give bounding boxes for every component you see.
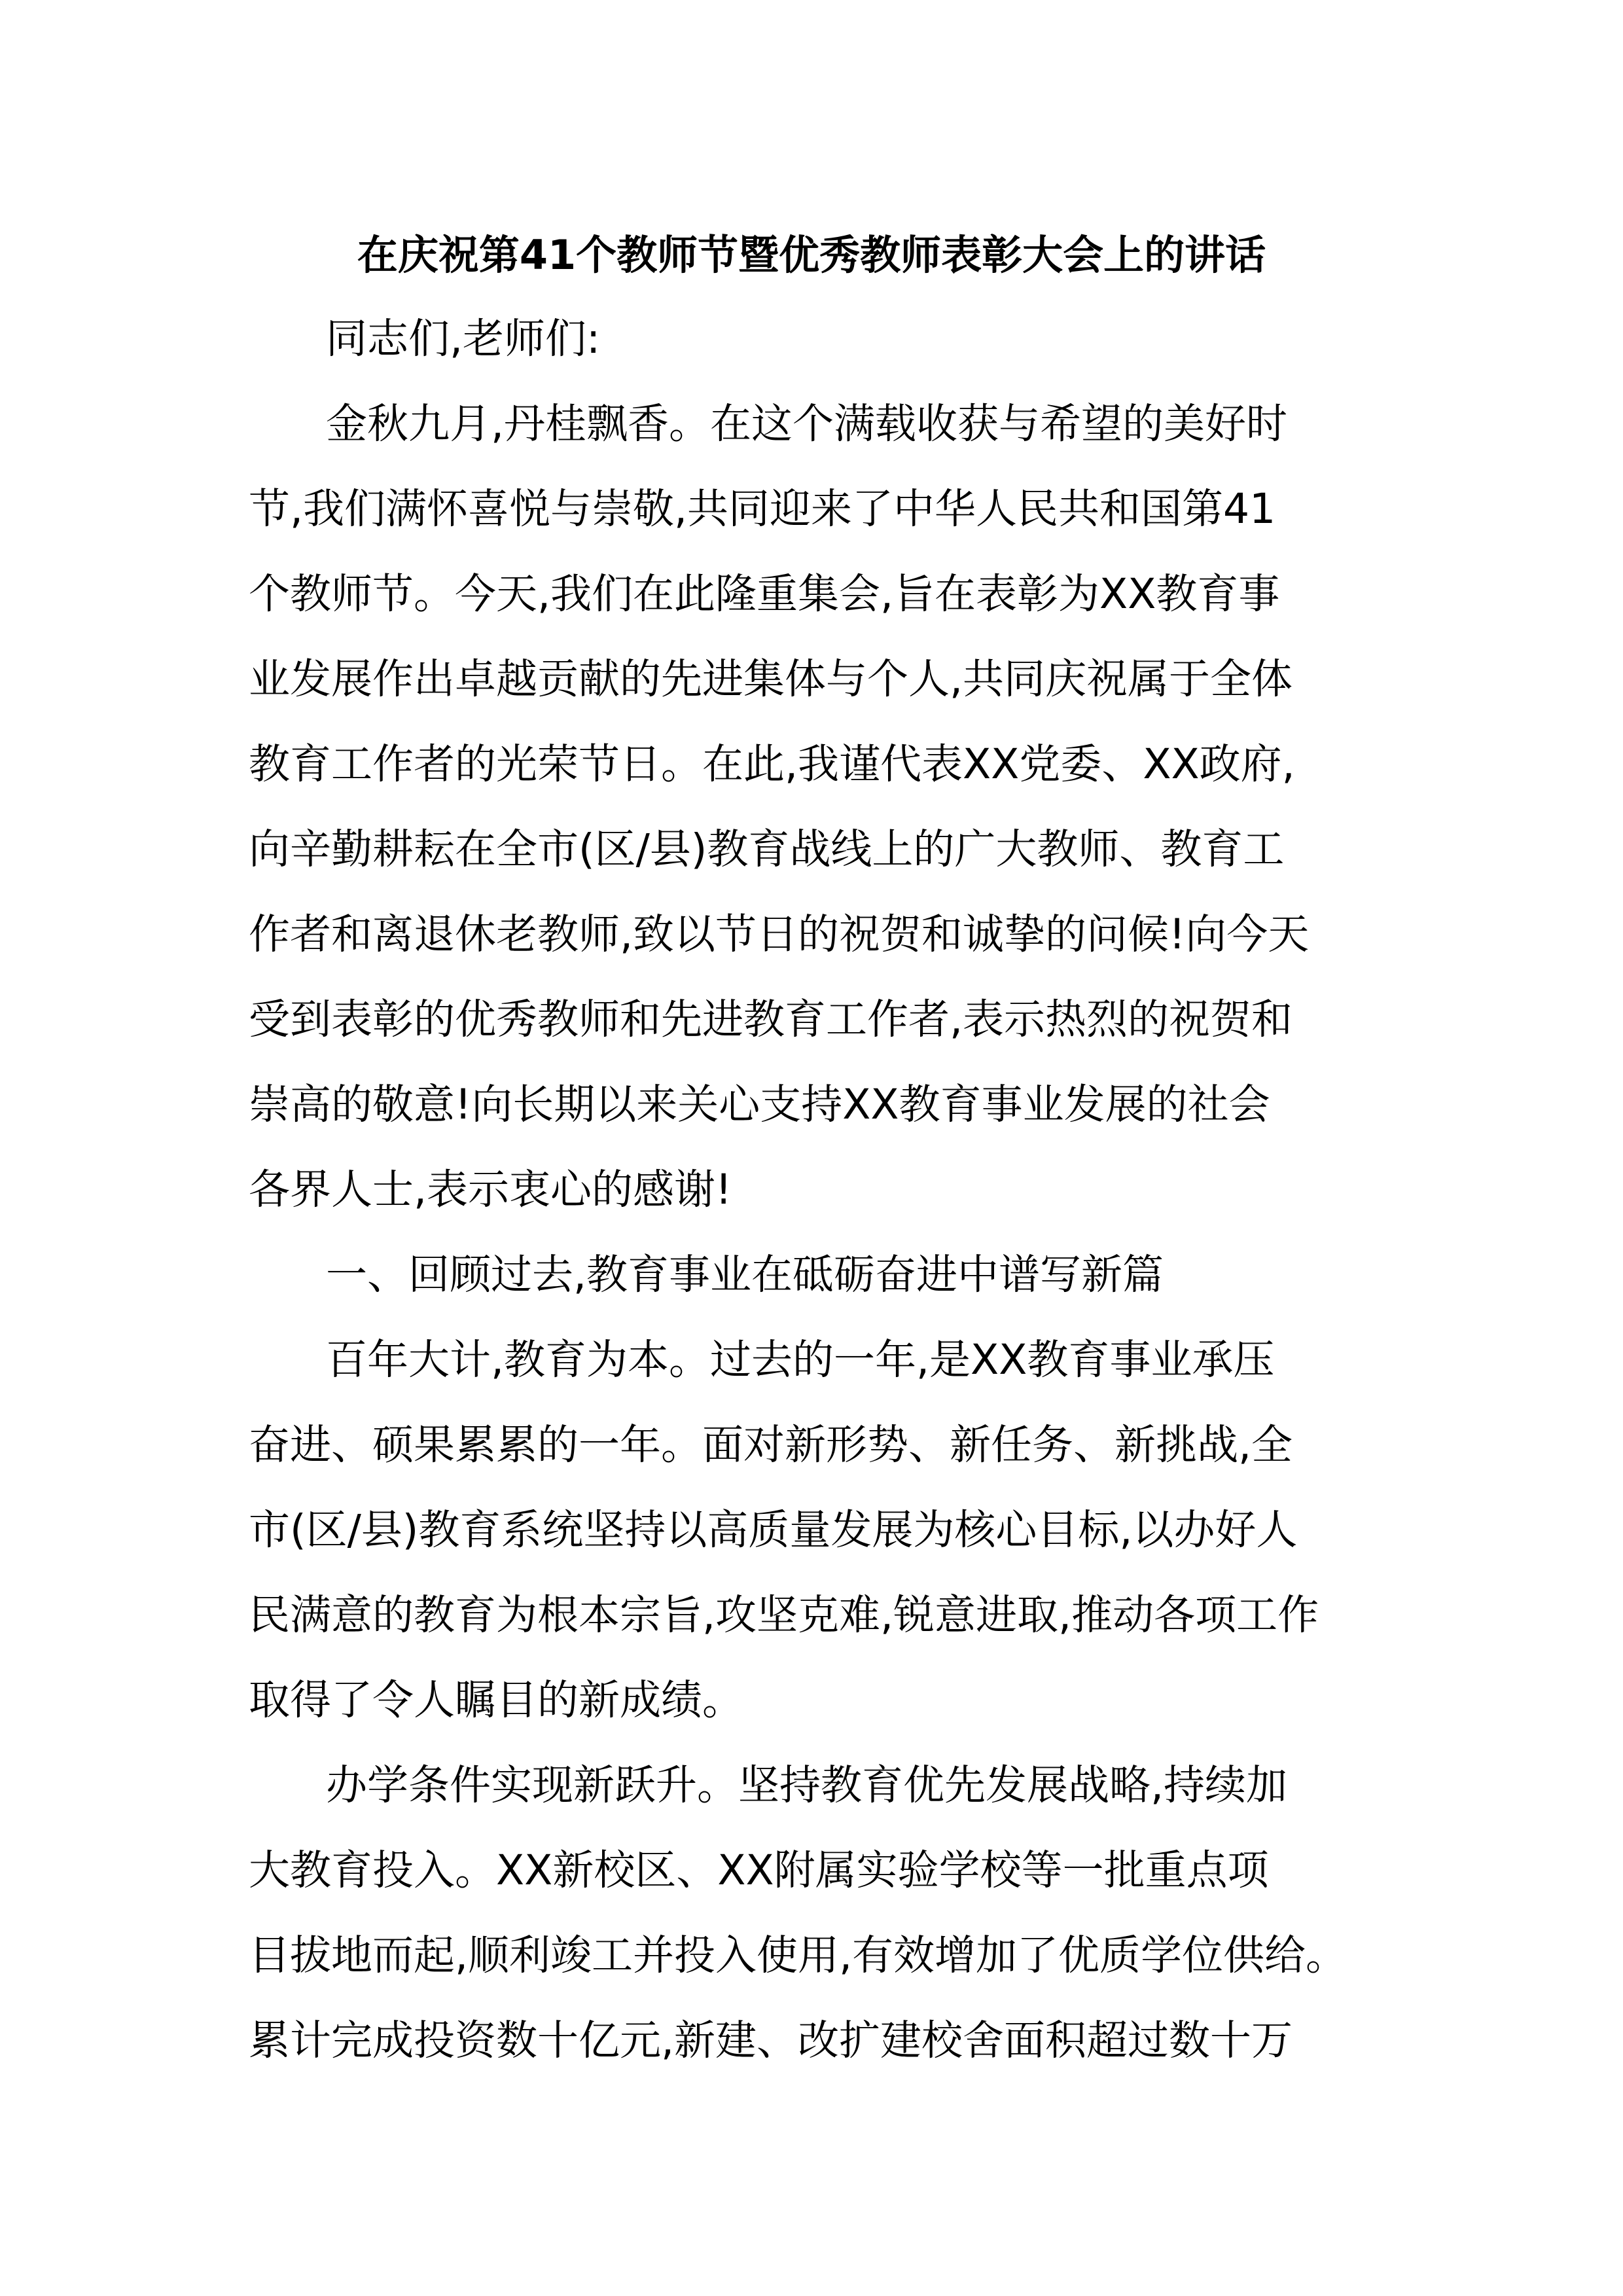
section-heading: 一、回顾过去,教育事业在砥砺奋进中谱写新篇 (326, 1251, 1164, 1299)
text-line: 取得了令人瞩目的新成绩。 (249, 1676, 743, 1724)
text-line: 各界人士,表示衷心的感谢! (249, 1166, 732, 1213)
text-line: 业发展作出卓越贡献的先进集体与个人,共同庆祝属于全体 (249, 655, 1293, 703)
text-line: 办学条件实现新跃升。坚持教育优先发展战略,持续加 (326, 1761, 1288, 1809)
document-body (249, 296, 1400, 2083)
text-line: 作者和离退休老教师,致以节日的祝贺和诚挚的问候!向今天 (249, 910, 1310, 958)
text-line: 市(区/县)教育系统坚持以高质量发展为核心目标,以办好人 (249, 1506, 1298, 1554)
text-line: 百年大计,教育为本。过去的一年,是XX教育事业承压 (326, 1336, 1275, 1384)
text-line: 目拔地而起,顺利竣工并投入使用,有效增加了优质学位供给。 (249, 1931, 1347, 1979)
text-line: 向辛勤耕耘在全市(区/县)教育战线上的广大教师、教育工 (249, 825, 1285, 873)
text-line: 个教师节。今天,我们在此隆重集会,旨在表彰为XX教育事 (249, 570, 1280, 618)
text-line: 金秋九月,丹桂飘香。在这个满载收获与希望的美好时 (326, 400, 1288, 448)
text-line: 崇高的敬意!向长期以来关心支持XX教育事业发展的社会 (249, 1081, 1270, 1128)
document-title: 在庆祝第41个教师节暨优秀教师表彰大会上的讲话 (357, 231, 1266, 279)
text-line: 民满意的教育为根本宗旨,攻坚克难,锐意进取,推动各项工作 (249, 1591, 1319, 1639)
text-line: 节,我们满怀喜悦与崇敬,共同迎来了中华人民共和国第41 (249, 485, 1276, 533)
text-line: 教育工作者的光荣节日。在此,我谨代表XX党委、XX政府, (249, 740, 1295, 788)
text-line: 奋进、硕果累累的一年。面对新形势、新任务、新挑战,全 (249, 1421, 1293, 1469)
text-line: 大教育投入。XX新校区、XX附属实验学校等一批重点项 (249, 1846, 1269, 1894)
text-line: 累计完成投资数十亿元,新建、改扩建校舍面积超过数十万 (249, 2017, 1293, 2064)
text-line: 受到表彰的优秀教师和先进教育工作者,表示热烈的祝贺和 (249, 996, 1293, 1043)
text-line: 同志们,老师们: (326, 315, 601, 363)
